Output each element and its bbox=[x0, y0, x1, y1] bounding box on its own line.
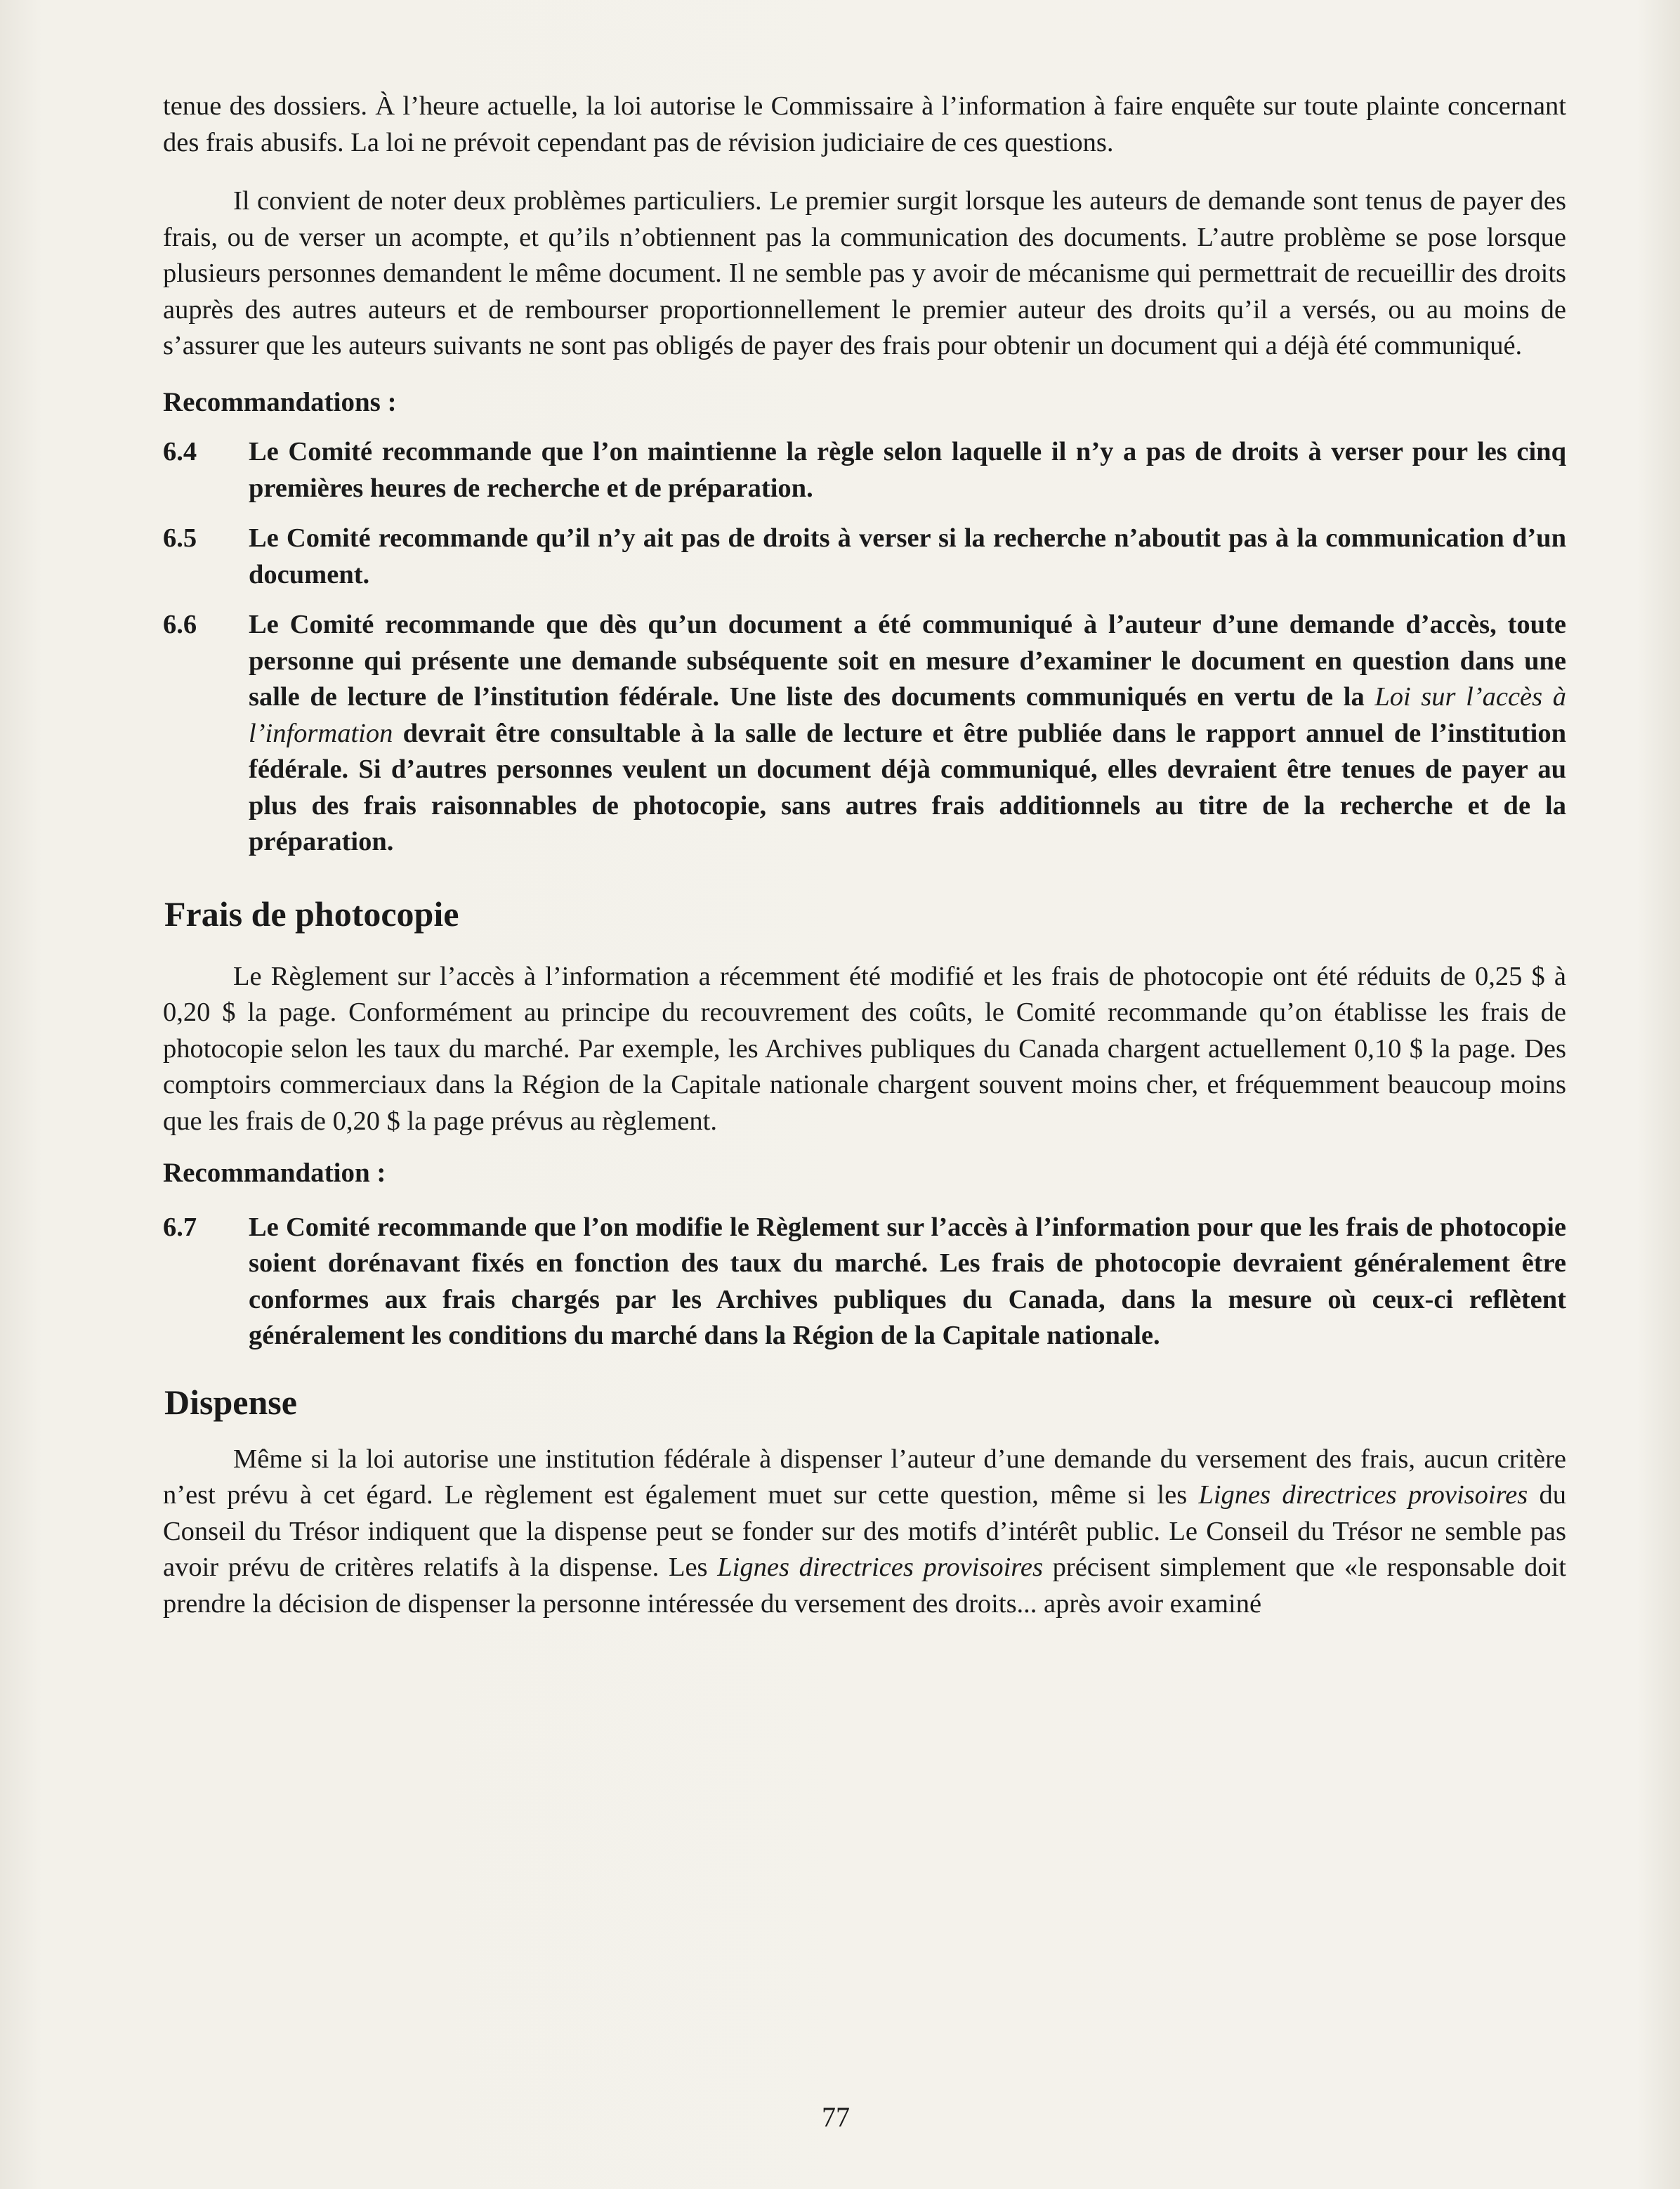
dispense-text-part: Même si la loi autorise une institution fédérale à dispenser l’auteur d’une demande du versement des frais, aucun critère n’est prévu à cet égard. Le règlement est également muet sur cette question, même si les bbox=[163, 1444, 1566, 1510]
law-title-italic: Loi sur l’accès à l’information bbox=[249, 682, 1566, 748]
recommendation-number: 6.6 bbox=[163, 610, 197, 639]
guidelines-italic: Lignes directrices provisoires bbox=[717, 1553, 1043, 1582]
recommendation-number: 6.7 bbox=[163, 1212, 197, 1242]
section-title-photocopie: Frais de photocopie bbox=[164, 894, 459, 934]
section-title-dispense: Dispense bbox=[164, 1382, 297, 1422]
recommendations-heading: Recommandations : bbox=[163, 386, 397, 417]
recommendation-6-5 bbox=[163, 521, 1566, 593]
recommendation-text: Le Comité recommande que l’on modifie le Règlement sur l’accès à l’information pour que les frais de photocopie soient dorénavant fixés en fonction des taux du marché. Les frais de photocopie devraient généralement être conformes aux frais chargés par les Archives publiques du Canada, dans la mesure où ceux-ci reflètent généralement les conditions du marché dans la Région de la Capitale nationale. bbox=[249, 1212, 1566, 1350]
recommendation-text: Le Comité recommande qu’il n’y ait pas de droits à verser si la recherche n’aboutit pas à la communication d’un document. bbox=[249, 523, 1566, 589]
recommendation-6-6 bbox=[163, 607, 1566, 861]
page-number: 77 bbox=[822, 2101, 850, 2133]
recommendation-text-part: devrait être consultable à la salle de lecture et être publiée dans le rapport annuel de l’institution fédérale. Si d’autres personnes veulent un document déjà communiqué, elles devraient être tenues de payer au plus des frais raisonnables de photocopie, sans autres frais additionnels au titre de la recherche et de la préparation. bbox=[249, 718, 1566, 856]
recommendation-6-4 bbox=[163, 434, 1566, 507]
dispense-text-part: précisent simplement que «le responsable doit prendre la décision de dispenser la personne intéressée du versement des droits... après avoir examiné bbox=[163, 1553, 1566, 1619]
recommendation-number: 6.4 bbox=[163, 437, 197, 466]
recommendation-6-7 bbox=[163, 1210, 1566, 1354]
paragraph-problemes: Il convient de noter deux problèmes particuliers. Le premier surgit lorsque les auteurs de demande sont tenus de payer des frais, ou de verser un acompte, et qu’ils n’obtiennent pas la communication des documents. L’autre problème se pose lorsque plusieurs personnes demandent le même document. Il ne semble pas y avoir de mécanisme qui permettrait de recueillir des droits auprès des autres auteurs et de rembourser proportionnellement le premier auteur des droits qu’il a versés, ou au moins de s’assurer que les auteurs suivants ne sont pas obligés de payer des frais pour obtenir un document qui a déjà été communiqué. bbox=[163, 186, 1566, 360]
paragraph-photocopie: Le Règlement sur l’accès à l’information a récemment été modifié et les frais de photocopie ont été réduits de 0,25 $ à 0,20 $ la page. Conformément au principe du recouvrement des coûts, le Comité recommande qu’on établisse les frais de photocopie selon les taux du marché. Par exemple, les Archives publiques du Canada chargent actuellement 0,10 $ la page. Des comptoirs commerciaux dans la Région de la Capitale nationale chargent souvent moins cher, et fréquemment beaucoup moins que les frais de 0,20 $ la page prévus au règlement. bbox=[163, 961, 1566, 1136]
recommendation-text: Le Comité recommande que l’on maintienne la règle selon laquelle il n’y a pas de droits à verser pour les cinq premières heures de recherche et de préparation. bbox=[249, 437, 1566, 503]
guidelines-italic: Lignes directrices provisoires bbox=[1198, 1480, 1528, 1510]
paragraph-dispense bbox=[163, 1442, 1566, 1623]
page-content bbox=[163, 89, 1566, 1622]
recommendation-text bbox=[249, 607, 1566, 861]
recommendation-number: 6.5 bbox=[163, 523, 197, 553]
recommendation-text-part: Le Comité recommande que dès qu’un document a été communiqué à l’auteur d’une demande d’accès, toute personne qui présente une demande subséquente soit en mesure d’examiner le document en question dans une salle de lecture de l’institution fédérale. Une liste des documents communiqués en vertu de la bbox=[249, 610, 1566, 712]
dispense-text-part: du Conseil du Trésor indiquent que la dispense peut se fonder sur des motifs d’intérêt public. Le Conseil du Trésor ne semble pas avoir prévu de critères relatifs à la dispense. Les bbox=[163, 1480, 1566, 1582]
paragraph-dossiers: tenue des dossiers. À l’heure actuelle, la loi autorise le Commissaire à l’information à faire enquête sur toute plainte concernant des frais abusifs. La loi ne prévoit cependant pas de révision judiciaire de ces questions. bbox=[163, 91, 1566, 157]
recommendation-heading-photocopie: Recommandation : bbox=[163, 1158, 386, 1188]
